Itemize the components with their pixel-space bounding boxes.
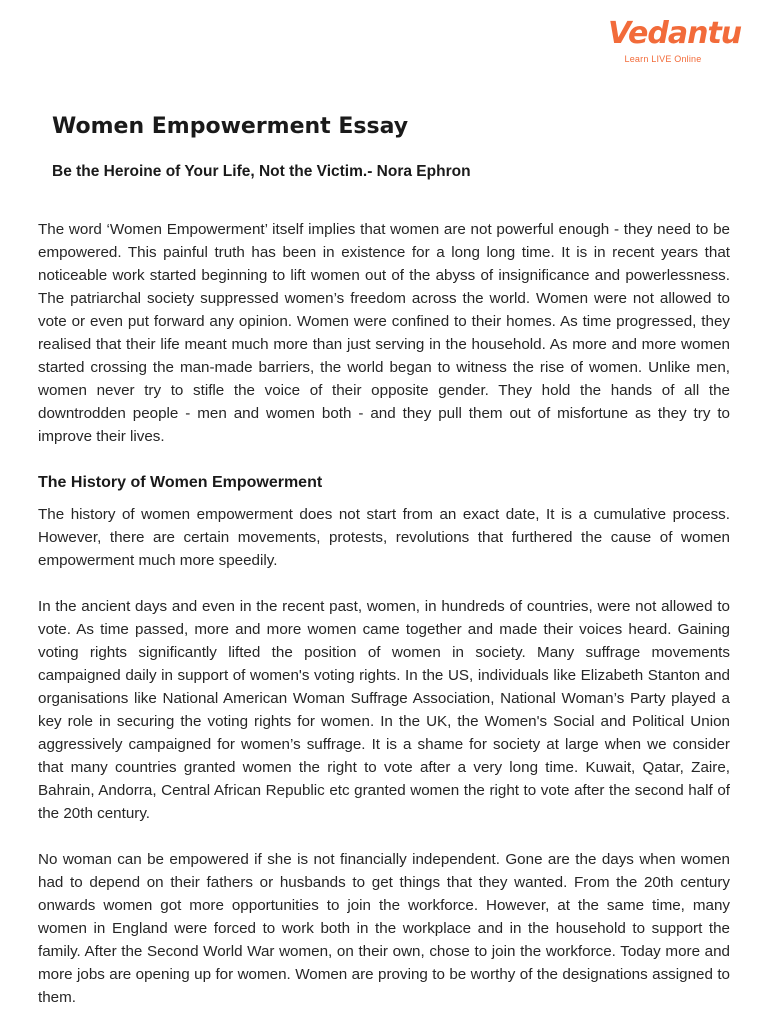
intro-paragraph: The word ‘Women Empowerment’ itself implies that women are not powerful enough - they need to be empowered. This painful truth has been in existence for a long long time. It is in recent years that noticeable work started beginning to lift women out of the abyss of insignificance and powerlessness. The patriarchal society suppressed women’s freedom across the world. Women were not allowed to vote or even put forward any opinion. Women were confined to their homes. As time progressed, they realised that their life meant much more than just serving in the household. As more and more women started crossing the man-made barriers, the world began to witness the rise of women. Unlike men, women never try to stifle the voice of their opposite gender. They hold the hands of all the downtrodden people - men and women both - and they pull them out of misfortune as they try to improve their lives. bbox=[38, 221, 730, 445]
brand-logo bbox=[608, 16, 742, 64]
spacer bbox=[38, 825, 730, 848]
page-title: Women Empowerment Essay bbox=[52, 114, 409, 139]
spacer bbox=[38, 448, 730, 471]
section-paragraph: No woman can be empowered if she is not financially independent. Gone are the days when women had to depend on their fathers or husbands to get things that they wanted. From the 20th century onwards women got more opportunities to join the workforce. However, at the same time, many women in England were forced to work both in the workplace and in the household to support the family. After the Second World War women, on their own, chose to join the workforce. Today more and more jobs are opening up for women. Women are proving to be worthy of the designations assigned to them. bbox=[38, 851, 730, 1006]
spacer bbox=[38, 494, 730, 503]
brand-tagline: Learn LIVE Online bbox=[624, 54, 702, 64]
section-paragraph: The history of women empowerment does not start from an exact date, It is a cumulative process. However, there are certain movements, protests, revolutions that furthered the cause of women empowerment much more speedily. bbox=[38, 506, 730, 569]
epigraph-quote: Be the Heroine of Your Life, Not the Victim.- Nora Ephron bbox=[52, 163, 471, 180]
brand-name: Vedantu bbox=[608, 16, 742, 51]
section-paragraph: In the ancient days and even in the recent past, women, in hundreds of countries, were not allowed to vote. As time passed, more and more women came together and made their voices heard. Gaining voting rights significantly lifted the position of women in society. Many suffrage movements campaigned daily in support of women's voting rights. In the US, individuals like Elizabeth Stanton and organisations like National American Woman Suffrage Association, National Woman’s Party played a key role in securing the voting rights for women. In the UK, the Women's Social and Political Union aggressively campaigned for women’s suffrage. It is a shame for society at large when we consider that many countries granted women the right to vote after a very long time. Kuwait, Qatar, Zaire, Bahrain, Andorra, Central African Republic etc granted women the right to vote after the second half of the 20th century. bbox=[38, 598, 730, 822]
essay-body bbox=[38, 218, 730, 1009]
spacer bbox=[38, 572, 730, 595]
section-heading: The History of Women Empowerment bbox=[38, 474, 323, 491]
